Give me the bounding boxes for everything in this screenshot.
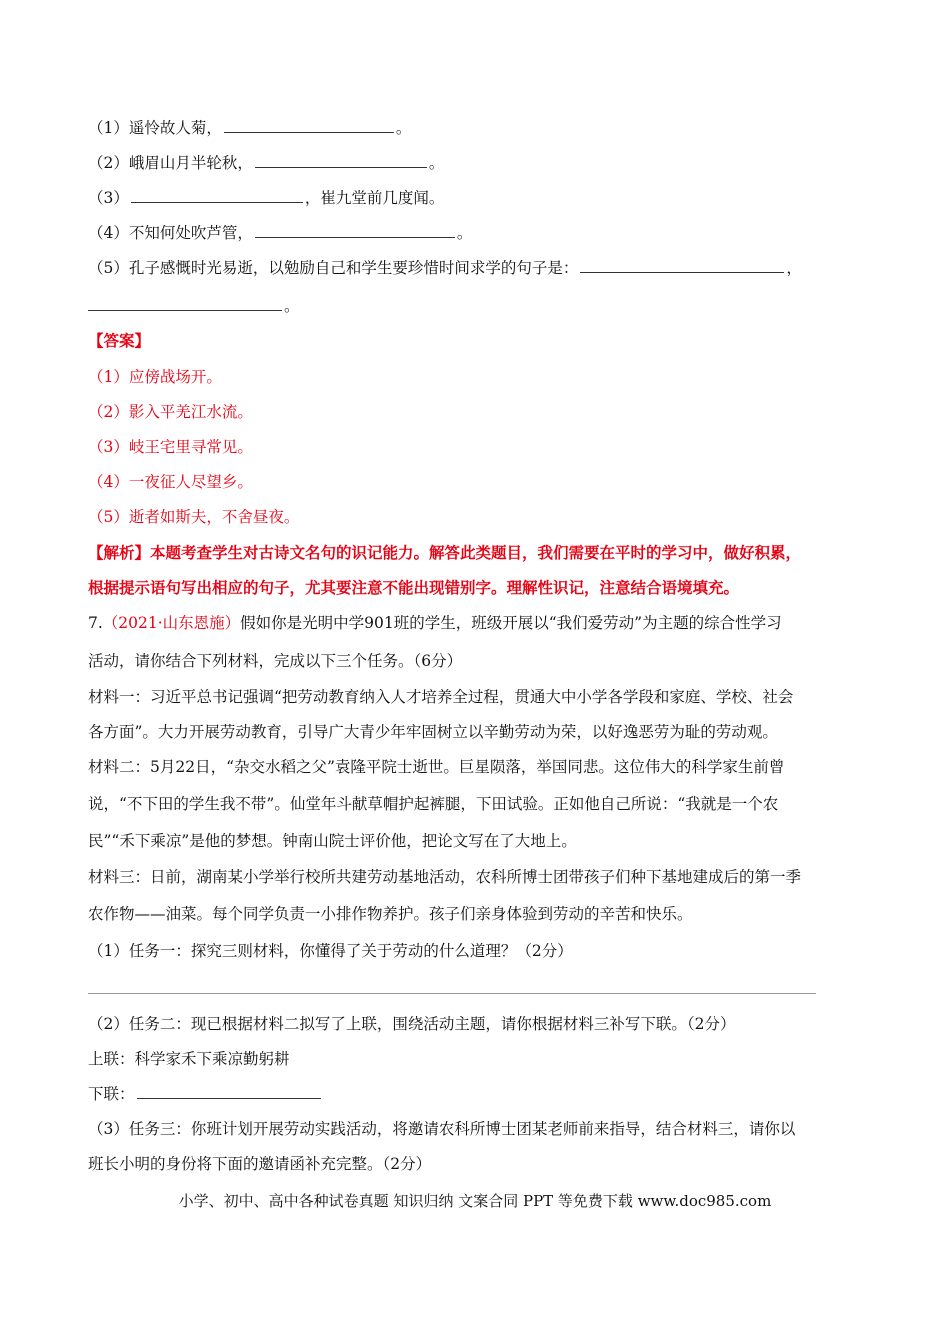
answer-item: （1）应傍战场开。 xyxy=(88,368,222,386)
question-2-text: （2）峨眉山月半轮秋， xyxy=(88,154,253,172)
question-source: （2021·山东恩施） xyxy=(102,614,241,632)
task-2: （2）任务二：现已根据材料二拟写了上联，围绕活动主题，请你根据材料三补写下联。（2分） xyxy=(88,1015,736,1033)
question-2-end: 。 xyxy=(428,154,445,172)
question-2 xyxy=(88,152,868,174)
question-5 xyxy=(88,257,868,279)
question-1-end: 。 xyxy=(395,119,412,137)
task-3: （3）任务三：你班计划开展劳动实践活动，将邀请农科所博士团某老师前来指导，结合材料三，请你以 xyxy=(88,1120,796,1138)
material-1: 材料一：习近平总书记强调“把劳动教育纳入人才培养全过程，贯通大中小学各学段和家庭、学校、社会 xyxy=(88,688,794,706)
question-number: 7. xyxy=(88,614,103,632)
question-5-comma: ， xyxy=(786,259,802,277)
analysis-text: 本题考查学生对古诗文名句的识记能力。解答此类题目，我们需要在平时的学习中，做好积累， xyxy=(150,543,802,562)
upper-couplet: 上联：科学家禾下乘凉勤躬耕 xyxy=(88,1050,290,1068)
question-4-text: （4）不知何处吹芦管， xyxy=(88,224,253,242)
question-5-end: 。 xyxy=(284,297,300,315)
answer-item: （5）逝者如斯夫，不舍昼夜。 xyxy=(88,508,300,526)
analysis-paragraph xyxy=(88,542,868,564)
question-1 xyxy=(88,117,868,139)
answer-blank[interactable] xyxy=(88,296,282,311)
question-5-continued xyxy=(88,295,868,317)
question-1-text: （1）遥怜故人菊， xyxy=(88,119,222,137)
analysis-continued: 根据提示语句写出相应的句子，尤其要注意不能出现错别字。理解性识记，注意结合语境填充。 xyxy=(88,578,740,597)
question-7-header xyxy=(88,612,868,634)
material-1-continued: 各方面”。大力开展劳动教育，引导广大青少年牢固树立以辛勤劳动为荣，以好逸恶劳为耻的劳动观。 xyxy=(88,723,778,741)
material-2-continued: 说，“不下田的学生我不带”。仙堂年斗献草帽护起裤腿，下田试验。正如他自己所说：“我就是一个农 xyxy=(88,795,779,813)
material-2-continued: 民”“禾下乘凉”是他的梦想。钟南山院士评价他，把论文写在了大地上。 xyxy=(88,832,577,850)
material-3: 材料三：日前，湖南某小学举行校所共建劳动基地活动，农科所博士团带孩子们种下基地建成后的第一季 xyxy=(88,868,802,886)
material-2: 材料二：5月22日，“杂交水稻之父”袁隆平院士逝世。巨星陨落，举国同悲。这位伟大的科学家生前曾 xyxy=(88,758,785,776)
answer-heading: 【答案】 xyxy=(88,331,151,350)
page-footer: 小学、初中、高中各种试卷真题 知识归纳 文案合同 PPT 等免费下载 www.doc985.com xyxy=(178,1192,772,1210)
answer-item: （2）影入平羌江水流。 xyxy=(88,403,253,421)
answer-blank[interactable] xyxy=(137,1084,321,1099)
answer-line[interactable] xyxy=(88,993,816,994)
answer-item: （4）一夜征人尽望乡。 xyxy=(88,473,253,491)
answer-blank[interactable] xyxy=(131,188,303,203)
question-3 xyxy=(88,187,868,209)
material-3-continued: 农作物——油菜。每个同学负责一小排作物养护。孩子们亲身体验到劳动的辛苦和快乐。 xyxy=(88,905,693,923)
question-3-end: ，崔九堂前几度闻。 xyxy=(304,189,445,207)
question-4 xyxy=(88,222,868,244)
lower-couplet xyxy=(88,1083,868,1105)
answer-blank[interactable] xyxy=(255,223,455,238)
question-3-text: （3） xyxy=(88,189,129,207)
answer-blank[interactable] xyxy=(255,153,427,168)
lower-couplet-label: 下联： xyxy=(88,1085,135,1103)
answer-blank[interactable] xyxy=(580,258,784,273)
task-3-continued: 班长小明的身份将下面的邀请函补充完整。（2分） xyxy=(88,1155,432,1173)
answer-blank[interactable] xyxy=(224,118,394,133)
analysis-label: 【解析】 xyxy=(88,543,151,562)
question-7-intro-continued: 活动，请你结合下列材料，完成以下三个任务。（6分） xyxy=(88,652,463,670)
question-7-intro: 假如你是光明中学901班的学生，班级开展以“我们爱劳动”为主题的综合性学习 xyxy=(240,614,782,632)
task-1: （1）任务一：探究三则材料，你懂得了关于劳动的什么道理？（2分） xyxy=(88,942,573,960)
answer-item: （3）岐王宅里寻常见。 xyxy=(88,438,253,456)
question-4-end: 。 xyxy=(456,224,473,242)
question-5-text: （5）孔子感慨时光易逝，以勉励自己和学生要珍惜时间求学的句子是： xyxy=(88,259,579,277)
